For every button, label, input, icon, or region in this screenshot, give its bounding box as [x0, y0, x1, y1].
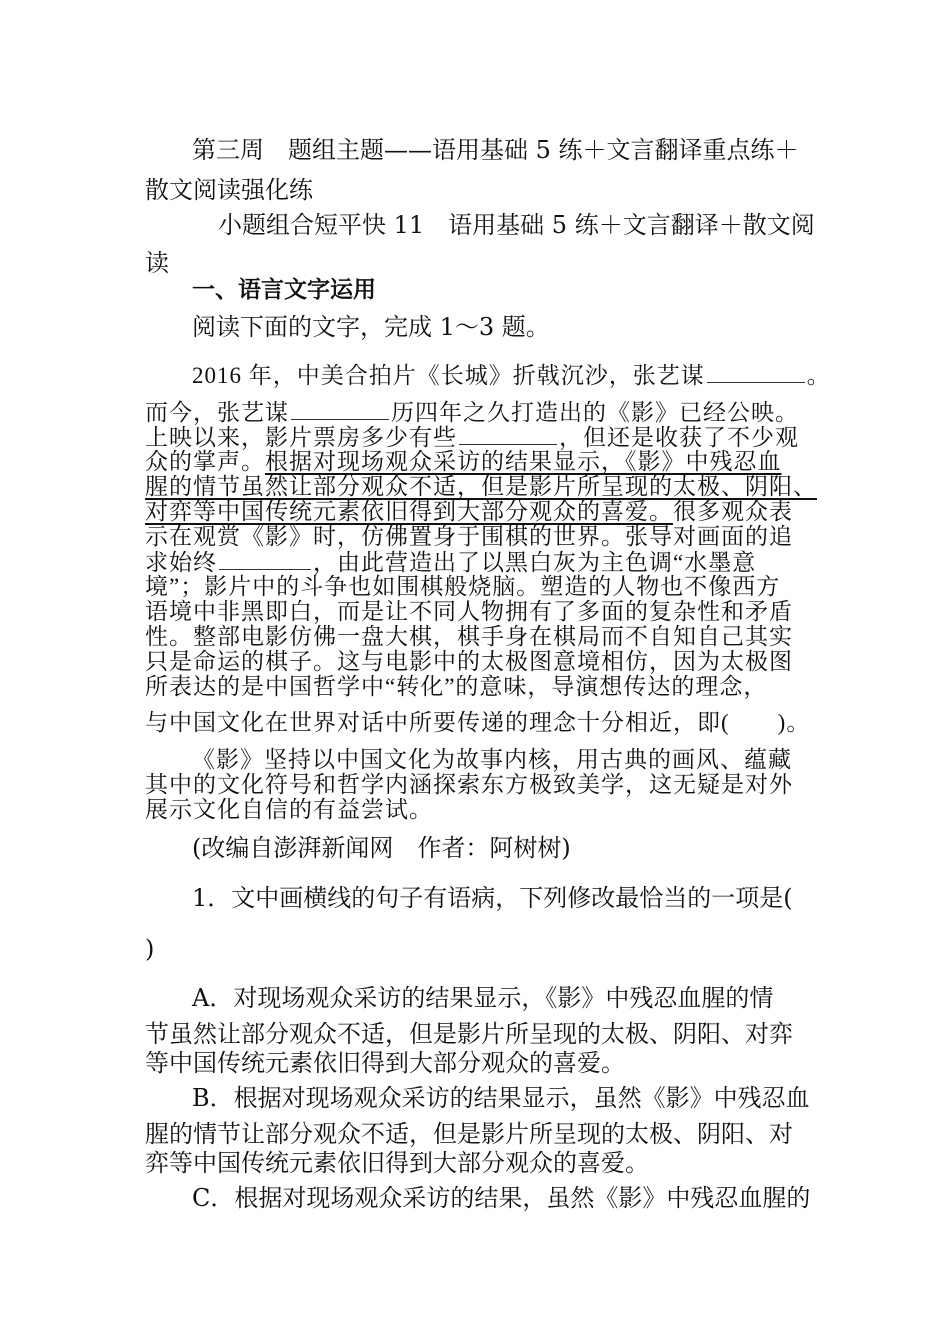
- question-1-stem-end: ): [145, 935, 155, 963]
- blank-1: [707, 362, 805, 383]
- option-b-line-3: 弈等中国传统元素依旧得到大部分观众的喜爱。: [145, 1149, 649, 1177]
- passage-line-3: 上映以来，影片票房多少有些 ，但还是收获了不少观: [145, 425, 799, 450]
- underlined-sentence-part-2: 腥的情节虽然让部分观众不适，但是影片所呈现的太极、阴阳、: [145, 474, 817, 499]
- passage-line-13: 所表达的是中国哲学中“转化”的意味，导演想传达的理念，: [145, 674, 768, 699]
- blank-3: [459, 424, 557, 445]
- option-a-line-2: 节虽然让部分观众不适，但是影片所呈现的太极、阴阳、对弈: [145, 1020, 793, 1048]
- passage-2-line-1: 《影》坚持以中国文化为故事内核，用古典的画风、蕴藏: [192, 747, 792, 772]
- instruction: 阅读下面的文字，完成 1～3 题。: [192, 313, 550, 341]
- passage-line-1: 2016 年，中美合拍片《长城》折戟沉沙，张艺谋 。: [192, 363, 831, 388]
- section-title: 一、语言文字运用: [192, 277, 376, 303]
- blank-4: [219, 549, 311, 570]
- option-a-line-1: A．对现场观众采访的结果显示，《影》中残忍血腥的情: [192, 984, 774, 1012]
- passage-line-9: 境”；影片中的斗争也如围棋般烧脑。塑造的人物也不像西方: [145, 574, 781, 599]
- underlined-sentence-part-1: 根据对现场观众采访的结果显示，《影》中残忍血: [265, 449, 782, 474]
- question-1-stem: 1．文中画横线的句子有语病，下列修改最恰当的一项是(: [192, 884, 793, 912]
- passage-line-8: 求始终 ，由此营造出了以黑白灰为主色调“水墨意: [145, 550, 757, 575]
- passage-line-10: 语境中非黑即白，而是让不同人物拥有了多面的复杂性和矛盾: [145, 599, 793, 624]
- option-b-line-2: 腥的情节让部分观众不适，但是影片所呈现的太极、阴阳、对: [145, 1120, 793, 1148]
- passage-2-line-3: 展示文化自信的有益尝试。: [145, 797, 433, 822]
- option-a-line-3: 等中国传统元素依旧得到大部分观众的喜爱。: [145, 1049, 625, 1077]
- passage-line-6: 对弈等中国传统元素依旧得到大部分观众的喜爱。很多观众表: [145, 499, 793, 524]
- option-b-line-1: B．根据对现场观众采访的结果显示，虽然《影》中残忍血: [192, 1084, 810, 1112]
- passage-line-14: 与中国文化在世界对话中所要传递的理念十分相近，即( )。: [145, 710, 811, 735]
- underlined-sentence-part-3: 对弈等中国传统元素依旧得到大部分观众的喜爱。: [145, 499, 673, 524]
- passage-line-4: 众的掌声。根据对现场观众采访的结果显示，《影》中残忍血: [145, 449, 782, 474]
- subheading-line-1: 小题组合短平快 11 语用基础 5 练＋文言翻译＋散文阅: [218, 211, 815, 239]
- heading-line-1: 第三周 题组主题——语用基础 5 练＋文言翻译重点练＋: [192, 136, 799, 164]
- passage-2-line-2: 其中的文化符号和哲学内涵探索东方极致美学，这无疑是对外: [145, 772, 793, 797]
- passage-line-12: 只是命运的棋子。这与电影中的太极图意境相仿，因为太极图: [145, 649, 793, 674]
- passage-line-11: 性。整部电影仿佛一盘大棋，棋手身在棋局而不自知自己其实: [145, 624, 793, 649]
- passage-line-7: 示在观赏《影》时，仿佛置身于围棋的世界。张导对画面的追: [145, 524, 793, 549]
- blank-2: [291, 399, 389, 420]
- option-c-line-1: C．根据对现场观众采访的结果，虽然《影》中残忍血腥的: [192, 1184, 811, 1212]
- source-citation: (改编自澎湃新闻网 作者：阿树树): [192, 834, 571, 862]
- heading-line-2: 散文阅读强化练: [145, 176, 313, 204]
- passage-line-2: 而今，张艺谋 历四年之久打造出的《影》已经公映。: [145, 400, 799, 425]
- subheading-line-2: 读: [145, 249, 169, 277]
